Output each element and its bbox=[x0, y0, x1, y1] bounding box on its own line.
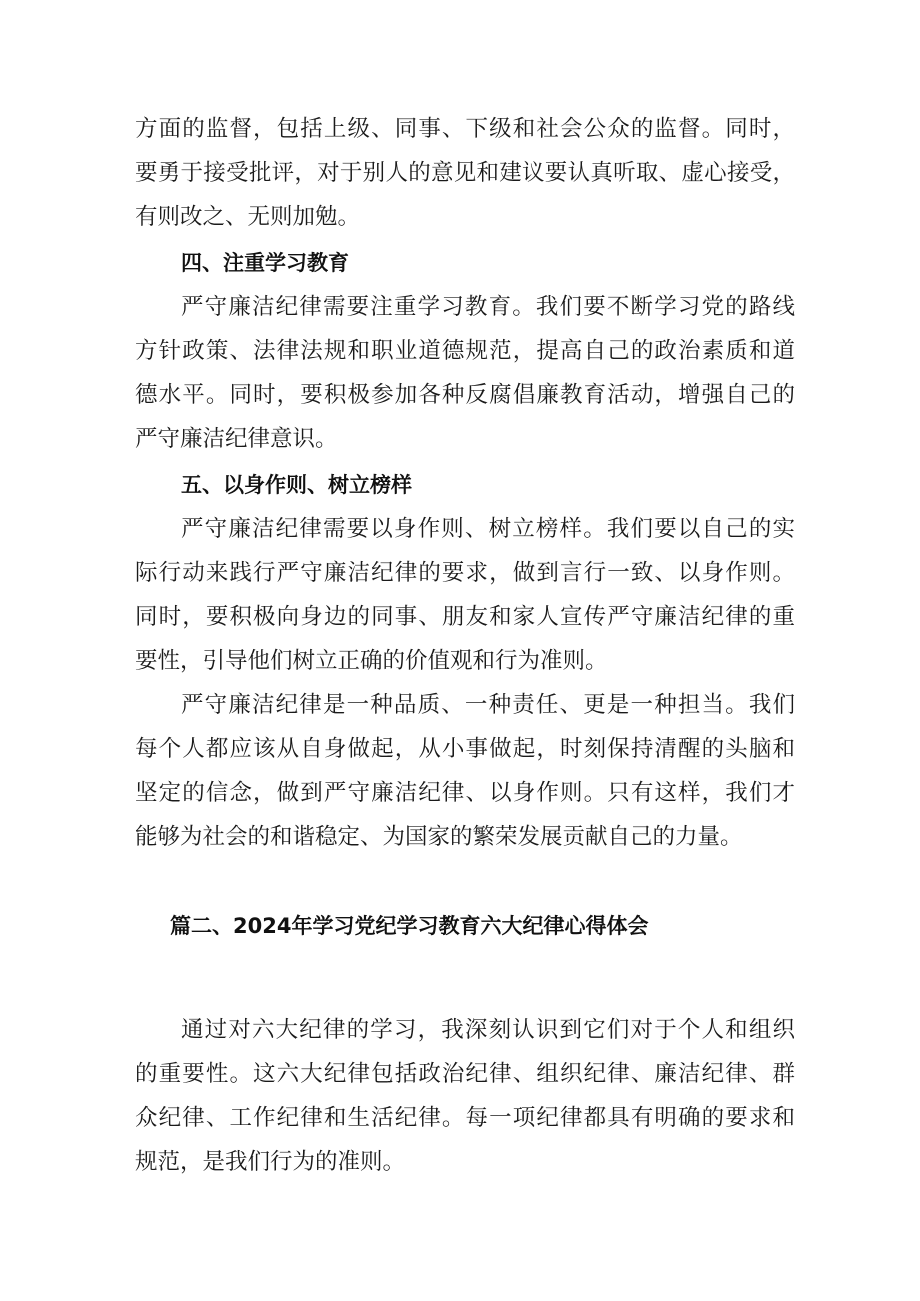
article-title: 篇二、2024年学习党纪学习教育六大纪律心得体会 bbox=[170, 914, 649, 938]
paragraph-line: 要性，引导他们树立正确的价值观和行为准则。 bbox=[135, 648, 608, 674]
paragraph-line: 严守廉洁纪律是一种品质、一种责任、更是一种担当。我们 bbox=[181, 692, 795, 718]
paragraph-line: 坚定的信念，做到严守廉洁纪律、以身作则。只有这样，我们才 bbox=[135, 780, 795, 806]
paragraph-line: 严守廉洁纪律意识。 bbox=[135, 426, 338, 452]
paragraph-line: 严守廉洁纪律需要注重学习教育。我们要不断学习党的路线 bbox=[181, 294, 795, 320]
paragraph-line: 众纪律、工作纪律和生活纪律。每一项纪律都具有明确的要求和 bbox=[135, 1105, 795, 1131]
paragraph-line: 通过对六大纪律的学习，我深刻认识到它们对于个人和组织 bbox=[181, 1017, 795, 1043]
paragraph-line: 方针政策、法律法规和职业道德规范，提高自己的政治素质和道 bbox=[135, 338, 795, 364]
paragraph-line: 能够为社会的和谐稳定、为国家的繁荣发展贡献自己的力量。 bbox=[135, 824, 743, 850]
paragraph-line: 同时，要积极向身边的同事、朋友和家人宣传严守廉洁纪律的重 bbox=[135, 604, 795, 630]
paragraph-line: 德水平。同时，要积极参加各种反腐倡廉教育活动，增强自己的 bbox=[135, 382, 795, 408]
section-heading-4: 四、注重学习教育 bbox=[181, 251, 349, 275]
paragraph-line: 的重要性。这六大纪律包括政治纪律、组织纪律、廉洁纪律、群 bbox=[135, 1061, 795, 1087]
paragraph-line: 严守廉洁纪律需要以身作则、树立榜样。我们要以自己的实 bbox=[181, 516, 795, 542]
paragraph-line: 规范，是我们行为的准则。 bbox=[135, 1149, 406, 1175]
paragraph-line: 有则改之、无则加勉。 bbox=[135, 204, 361, 230]
section-heading-5: 五、以身作则、树立榜样 bbox=[181, 473, 412, 497]
paragraph-line: 要勇于接受批评，对于别人的意见和建议要认真听取、虚心接受， bbox=[135, 160, 795, 186]
paragraph-line: 方面的监督，包括上级、同事、下级和社会公众的监督。同时， bbox=[135, 116, 795, 142]
paragraph-line: 每个人都应该从自身做起，从小事做起，时刻保持清醒的头脑和 bbox=[135, 736, 795, 762]
paragraph-line: 际行动来践行严守廉洁纪律的要求，做到言行一致、以身作则。 bbox=[135, 560, 795, 586]
